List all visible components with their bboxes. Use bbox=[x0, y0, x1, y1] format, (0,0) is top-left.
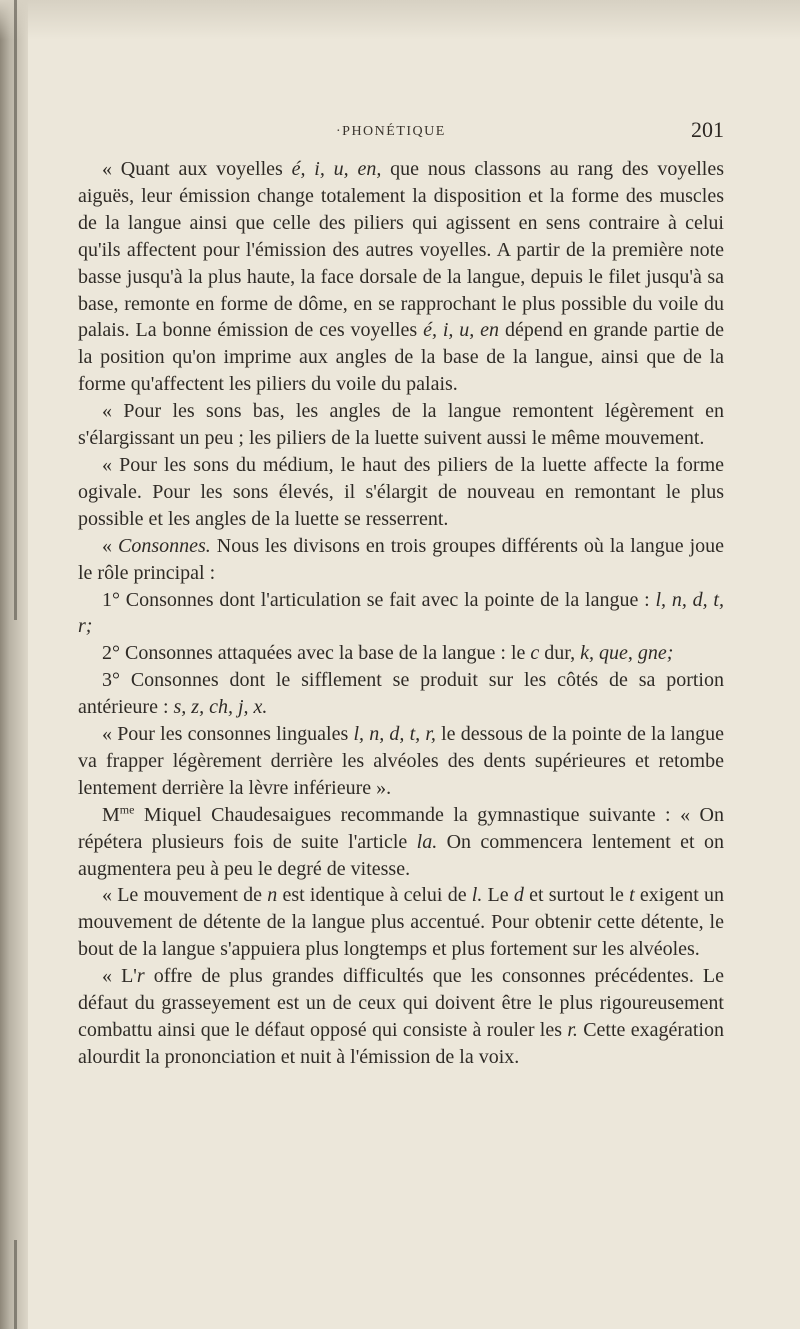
paragraph bbox=[78, 882, 724, 963]
paragraph bbox=[78, 640, 724, 667]
italic-text: l, n, d, t, r, bbox=[353, 723, 436, 746]
text-segment: « Quant aux voyelles bbox=[102, 158, 292, 180]
text-segment: « Pour les sons du médium, le haut des piliers de la luette affecte la forme ogivale. Pour les sons élevés, il s'élargit de nouveau en remontant le plus possible et les angles de la luette se resserrent. bbox=[78, 453, 724, 530]
paragraph bbox=[78, 721, 724, 802]
text-segment: On commencera lentement et on augmentera peu à peu le degré de vitesse. bbox=[78, 830, 724, 880]
italic-text: r. bbox=[567, 1019, 578, 1041]
text-segment: que nous classons au rang des voyelles aiguës, leur émission change totalement la disposition et la forme des muscles de la langue ainsi que celle des piliers qui agissent en sens contraire à celui qu'ils affectent pour l'émission des autres voyelles. A partir de la première note basse jusqu'à la plus haute, la face dorsale de la langue, depuis le filet jusqu'à sa base, remonte en forme de dôme, en se rapprochant le plus possible du voile du palais. La bonne émission de ces voyelles bbox=[78, 158, 725, 342]
paragraph bbox=[78, 587, 724, 641]
italic-text: la. bbox=[416, 830, 438, 853]
italic-text: t bbox=[629, 884, 635, 907]
text-segment: et surtout le bbox=[523, 884, 630, 907]
italic-text: n bbox=[267, 884, 278, 907]
text-segment: Le bbox=[482, 884, 514, 907]
text-segment: est identique à celui de bbox=[277, 884, 472, 907]
text-segment: « Pour les consonnes linguales bbox=[102, 723, 354, 746]
superscript: me bbox=[119, 802, 135, 817]
paragraph bbox=[78, 398, 724, 452]
text-segment: Miquel Chaudesaigues recommande la gymnastique suivante : « On répétera plusieurs fois de suite l'article bbox=[78, 803, 724, 853]
page-number: 201 bbox=[691, 117, 724, 142]
text-segment: Cette exagération alourdit la prononciation et nuit à l'émission de la voix. bbox=[78, 1019, 724, 1068]
italic-text: s, z, ch, j, x. bbox=[173, 696, 268, 719]
italic-text: é, i, u, en bbox=[423, 319, 500, 342]
paragraph bbox=[78, 533, 724, 587]
text-segment: 1° Consonnes dont l'articulation se fait avec la pointe de la langue : bbox=[102, 588, 656, 611]
paragraph bbox=[78, 156, 724, 398]
text-segment: dépend en grande partie de la position qu'on imprime aux angles de la base de la langue, ainsi que de la forme qu'affectent les piliers du voile du palais. bbox=[78, 319, 724, 396]
running-title: ·PHONÉTIQUE bbox=[336, 124, 446, 139]
text-segment: Nous les divisons en trois groupes différents où la langue joue le rôle principal : bbox=[78, 534, 725, 584]
running-head bbox=[78, 117, 724, 144]
text-segment: dur, bbox=[539, 642, 581, 665]
text-segment: exigent un mouvement de détente de la langue plus accentué. Pour obtenir cette détente, le bout de la langue s'appuiera plus longtemps et plus fortement sur les alvéoles. bbox=[78, 884, 724, 961]
binding-edge-lower bbox=[14, 1240, 17, 1329]
italic-text: é, i, u, en, bbox=[291, 158, 382, 180]
italic-text: l, n, d, t, r; bbox=[78, 588, 724, 638]
italic-text: r bbox=[136, 965, 145, 988]
italic-text: d bbox=[513, 884, 524, 907]
text-segment: le dessous de la pointe de la langue va frapper légèrement derrière les alvéoles des dents supérieures et retombe lentement derrière la lèvre inférieure ». bbox=[78, 723, 724, 799]
text-segment: offre de plus grandes difficultés que les consonnes précédentes. Le défaut du grasseyement est un de ceux qui doivent être le plus rigoureusement combattu ainsi que le défaut opposé qui consiste à rouler les bbox=[78, 965, 724, 1041]
italic-text: c bbox=[530, 642, 540, 665]
text-segment: « L' bbox=[102, 965, 137, 988]
text-segment: « Le mouvement de bbox=[102, 884, 268, 907]
italic-text: Consonnes. bbox=[118, 534, 211, 557]
paragraph bbox=[78, 452, 724, 533]
text-segment: « Pour les sons bas, les angles de la langue remontent légèrement en s'élargissant un peu ; les piliers de la luette suivent aussi le même mouvement. bbox=[78, 400, 724, 450]
italic-text: l. bbox=[471, 884, 483, 907]
paragraph bbox=[78, 802, 724, 883]
text-segment: 3° Consonnes dont le sifflement se produit sur les côtés de sa portion antérieure : bbox=[78, 669, 724, 719]
italic-text: k, que, gne; bbox=[580, 642, 674, 665]
page-top-shadow bbox=[0, 0, 800, 40]
text-segment: 2° Consonnes attaquées avec la base de la langue : le bbox=[102, 642, 531, 665]
paragraph bbox=[78, 963, 724, 1071]
binding-edge bbox=[14, 0, 17, 620]
paragraph bbox=[78, 667, 724, 721]
text-segment: « bbox=[102, 534, 118, 557]
body-text bbox=[78, 156, 724, 1071]
text-segment: M bbox=[102, 803, 120, 826]
